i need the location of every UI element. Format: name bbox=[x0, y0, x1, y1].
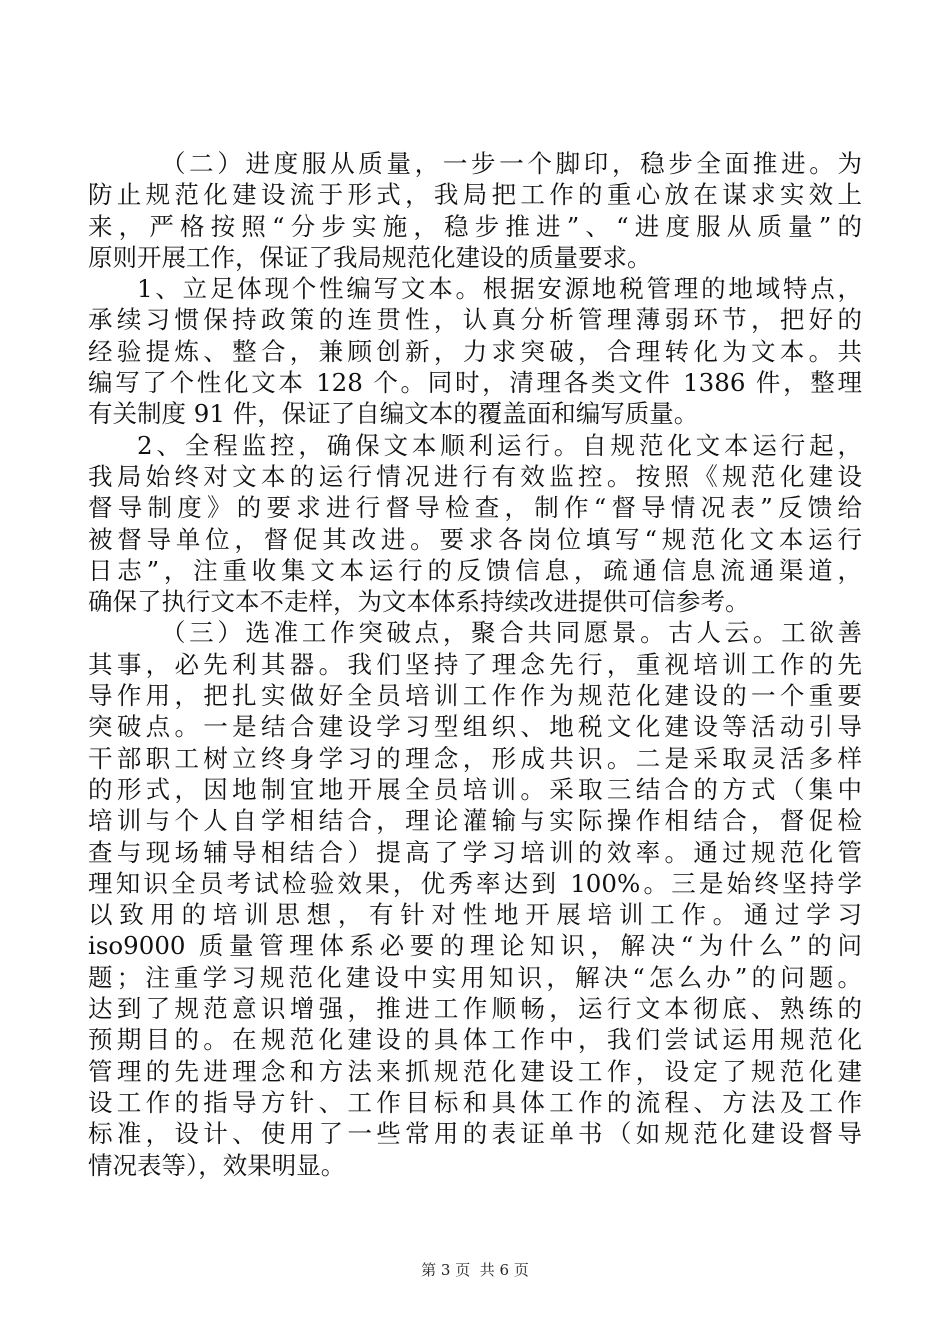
text-line: iso9000 质量管理体系必要的理论知识，解决“为什么”的问 bbox=[88, 931, 862, 961]
document-body bbox=[88, 148, 862, 1181]
text-line: （二）进度服从质量，一步一个脚印，稳步全面推进。为 bbox=[161, 149, 862, 178]
text-line: 被督导单位，督促其改进。要求各岗位填写“规范化文本运行 bbox=[88, 524, 862, 554]
paragraph-item-1 bbox=[88, 273, 862, 429]
text-line: 的形式，因地制宜地开展全员培训。采取三结合的方式（集中 bbox=[88, 774, 862, 804]
text-line: 有关制度 91 件，保证了自编文本的覆盖面和编写质量。 bbox=[88, 399, 699, 429]
text-line: 督导制度》的要求进行督导检查，制作“督导情况表”反馈给 bbox=[88, 493, 862, 523]
text-line: 编写了个性化文本 128 个。同时，清理各类文件 1386 件，整理 bbox=[88, 368, 862, 398]
text-line: 经验提炼、整合，兼顾创新，力求突破，合理转化为文本。共 bbox=[88, 336, 862, 366]
text-line: 突破点。一是结合建设学习型组织、地税文化建设等活动引导 bbox=[88, 712, 862, 742]
text-line: 确保了执行文本不走样，为文本体系持续改进提供可信参考。 bbox=[88, 587, 750, 617]
text-line: 查与现场辅导相结合）提高了学习培训的效率。通过规范化管 bbox=[88, 837, 862, 867]
text-line: 1、立足体现个性编写文本。根据安源地税管理的地域特点， bbox=[137, 274, 862, 304]
text-line: 防止规范化建设流于形式，我局把工作的重心放在谋求实效上 bbox=[88, 180, 862, 210]
text-line: 日志”，注重收集文本运行的反馈信息，疏通信息流通渠道， bbox=[88, 555, 862, 585]
text-line: 标准，设计、使用了一些常用的表证单书（如规范化建设督导 bbox=[88, 1119, 862, 1149]
text-line: 承续习惯保持政策的连贯性，认真分析管理薄弱环节，把好的 bbox=[88, 305, 862, 335]
text-line: 导作用，把扎实做好全员培训工作作为规范化建设的一个重要 bbox=[88, 681, 862, 711]
text-line: 题；注重学习规范化建设中实用知识，解决“怎么办”的问题。 bbox=[88, 962, 862, 992]
text-line: （三）选准工作突破点，聚合共同愿景。古人云。工欲善 bbox=[161, 618, 862, 648]
text-line: 来，严格按照“分步实施，稳步推进”、“进度服从质量”的 bbox=[88, 211, 862, 241]
text-line: 情况表等），效果明显。 bbox=[88, 1150, 346, 1180]
text-line: 达到了规范意识增强，推进工作顺畅，运行文本彻底、熟练的 bbox=[88, 994, 862, 1024]
text-line: 管理的先进理念和方法来抓规范化建设工作，设定了规范化建 bbox=[88, 1056, 862, 1086]
paragraph-item-2 bbox=[88, 430, 862, 618]
text-line: 以致用的培训思想，有针对性地开展培训工作。通过学习 bbox=[88, 900, 862, 930]
text-line: 2、全程监控，确保文本顺利运行。自规范化文本运行起， bbox=[137, 430, 862, 460]
text-line: 其事，必先利其器。我们坚持了理念先行，重视培训工作的先 bbox=[88, 649, 862, 679]
text-line: 设工作的指导方针、工作目标和具体工作的流程、方法及工作 bbox=[88, 1087, 862, 1117]
text-line: 预期目的。在规范化建设的具体工作中，我们尝试运用规范化 bbox=[88, 1025, 862, 1055]
page-number-footer: 第 3 页 共 6 页 bbox=[421, 1261, 529, 1279]
text-line: 理知识全员考试检验效果，优秀率达到 100%。三是始终坚持学 bbox=[88, 868, 862, 898]
text-line: 干部职工树立终身学习的理念，形成共识。二是采取灵活多样 bbox=[88, 743, 862, 773]
paragraph-section-2 bbox=[88, 148, 862, 273]
text-line: 培训与个人自学相结合，理论灌输与实际操作相结合，督促检 bbox=[88, 806, 862, 836]
paragraph-section-3 bbox=[88, 617, 862, 1180]
text-line: 原则开展工作，保证了我局规范化建设的质量要求。 bbox=[88, 242, 652, 272]
text-line: 我局始终对文本的运行情况进行有效监控。按照《规范化建设 bbox=[88, 461, 862, 491]
